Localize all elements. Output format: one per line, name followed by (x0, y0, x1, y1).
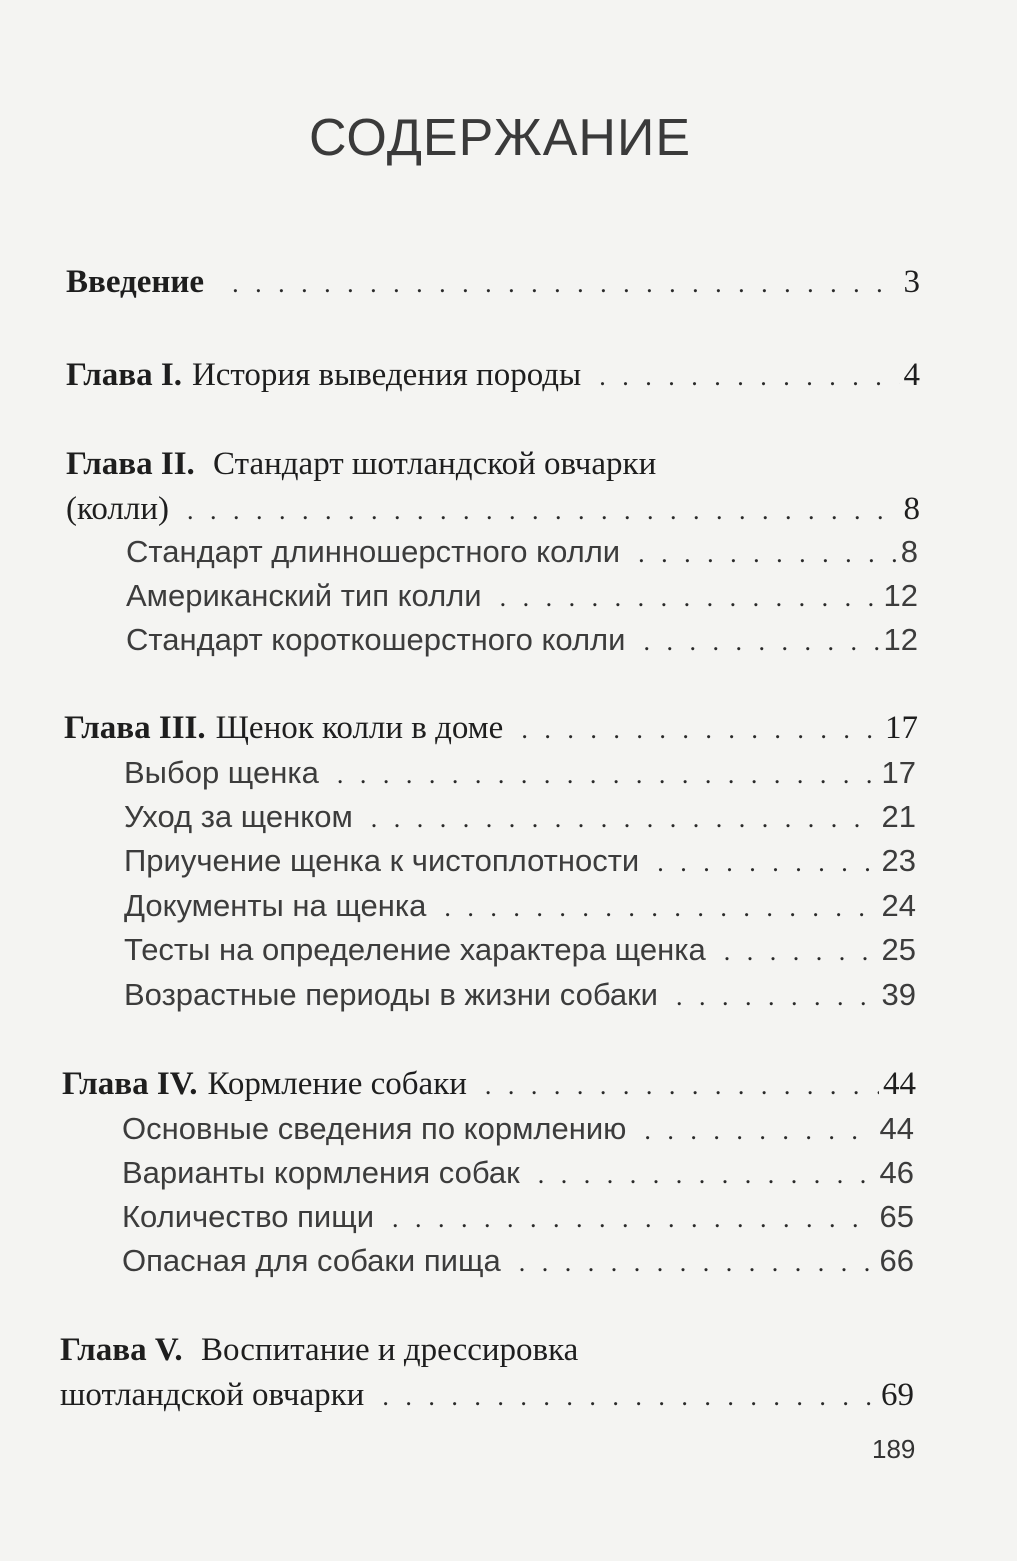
toc-page-number: 21 (881, 799, 916, 834)
toc-page-number: 4 (903, 357, 920, 393)
toc-subentry[interactable] (122, 1153, 914, 1195)
toc-page-number: 65 (879, 1199, 914, 1234)
toc-page-number: 24 (881, 888, 916, 923)
toc-page-number: 3 (903, 264, 920, 300)
toc-leader-dots (337, 755, 878, 795)
toc-page-number: 66 (879, 1243, 914, 1278)
toc-subentry[interactable] (124, 886, 916, 928)
toc-subentry[interactable] (124, 841, 916, 883)
toc-leader-dots (500, 578, 880, 618)
toc-entry-title: Выбор щенка (124, 755, 319, 790)
toc-subentry[interactable] (126, 620, 918, 662)
toc-leader-dots (724, 932, 878, 972)
toc-page-number: 8 (903, 491, 920, 527)
toc-leader-dots (676, 977, 878, 1017)
toc-leader-dots (232, 264, 899, 304)
toc-entry-chapter-2[interactable] (66, 444, 920, 484)
toc-leader-dots (485, 1066, 879, 1106)
toc-leader-dots (638, 534, 897, 574)
toc-subentry[interactable] (122, 1241, 914, 1283)
toc-entry-chapter-1[interactable] (66, 355, 920, 397)
toc-leader-dots (521, 710, 881, 750)
toc-entry-title: Документы на щенка (124, 888, 427, 923)
toc-subentry[interactable] (124, 753, 916, 795)
toc-subentry[interactable] (124, 797, 916, 839)
toc-subentry[interactable] (124, 930, 916, 972)
toc-chapter-label: Глава II. (66, 446, 195, 482)
toc-entry-title: Кормление собаки (207, 1066, 467, 1102)
toc-chapter-label: Глава IV. (62, 1066, 198, 1102)
toc-entry-title: Уход за щенком (124, 799, 353, 834)
toc-leader-dots (519, 1243, 876, 1283)
toc-entry-title: Опасная для собаки пища (122, 1243, 501, 1278)
toc-page-number: 25 (881, 932, 916, 967)
toc-leader-dots (599, 357, 899, 397)
toc-leader-dots (371, 799, 878, 839)
toc-entry-title: Варианты кормления собак (122, 1155, 520, 1190)
toc-subentry[interactable] (126, 532, 918, 574)
toc-page-number: 46 (879, 1155, 914, 1190)
toc-chapter-label: Глава I. (66, 357, 182, 393)
toc-entry-chapter-3[interactable] (64, 708, 918, 750)
toc-entry-title: Стандарт короткошерстного колли (126, 622, 626, 657)
toc-entry-title: Тесты на определение характера щенка (124, 932, 706, 967)
toc-entry-chapter-4[interactable] (62, 1064, 916, 1106)
toc-page-number: 17 (881, 755, 916, 790)
page-title: СОДЕРЖАНИЕ (308, 109, 692, 167)
toc-subentry[interactable] (126, 576, 918, 618)
toc-leader-dots (382, 1377, 877, 1417)
toc-leader-dots (644, 1111, 875, 1151)
toc-page-number: 44 (883, 1066, 916, 1102)
toc-entry-title: История выведения породы (191, 357, 582, 393)
toc-entry-title: Воспитание и дрессировка (200, 1332, 579, 1368)
toc-entry-title: Основные сведения по кормлению (122, 1111, 627, 1146)
toc-leader-dots (187, 491, 900, 531)
toc-entry-title: Щенок колли в доме (215, 710, 504, 746)
toc-entry-title: Американский тип колли (126, 578, 482, 613)
toc-page-number: 44 (879, 1111, 914, 1146)
toc-leader-dots (657, 843, 877, 883)
toc-subentry[interactable] (122, 1109, 914, 1151)
toc-leader-dots (643, 622, 879, 662)
toc-page-number: 17 (885, 710, 918, 746)
toc-entry-chapter-5-cont[interactable] (60, 1375, 914, 1417)
toc-entry-chapter-2-cont[interactable] (66, 489, 920, 531)
toc-page-number: 23 (881, 843, 916, 878)
toc-chapter-label: Глава III. (64, 710, 206, 746)
toc-entry-chapter-5[interactable] (60, 1330, 914, 1370)
toc-page-number: 39 (881, 977, 916, 1012)
toc-chapter-label: Глава V. (60, 1332, 183, 1368)
toc-entry-title: Возрастные периоды в жизни собаки (124, 977, 658, 1012)
toc-entry-title: Приучение щенка к чистоплотности (124, 843, 640, 878)
toc-leader-dots (444, 888, 877, 928)
toc-subentry[interactable] (124, 975, 916, 1017)
toc-leader-dots (392, 1199, 876, 1239)
toc-chapter-label: Введение (66, 264, 205, 300)
toc-entry-title: Стандарт длинношерстного колли (126, 534, 621, 569)
toc-entry-title: Количество пищи (122, 1199, 375, 1234)
toc-entry-title: Стандарт шотландской овчарки (213, 446, 657, 482)
toc-page-number: 8 (900, 534, 918, 569)
toc-entry-title-cont: (колли) (66, 491, 169, 527)
toc-page-number: 12 (883, 622, 918, 657)
page-number: 189 (872, 1434, 916, 1464)
toc-subentry[interactable] (122, 1197, 914, 1239)
toc-entry-intro[interactable] (66, 262, 920, 304)
toc-page-number: 69 (881, 1377, 914, 1413)
toc-page-number: 12 (883, 578, 918, 613)
toc-entry-title-cont: шотландской овчарки (60, 1377, 365, 1413)
toc-leader-dots (538, 1155, 876, 1195)
